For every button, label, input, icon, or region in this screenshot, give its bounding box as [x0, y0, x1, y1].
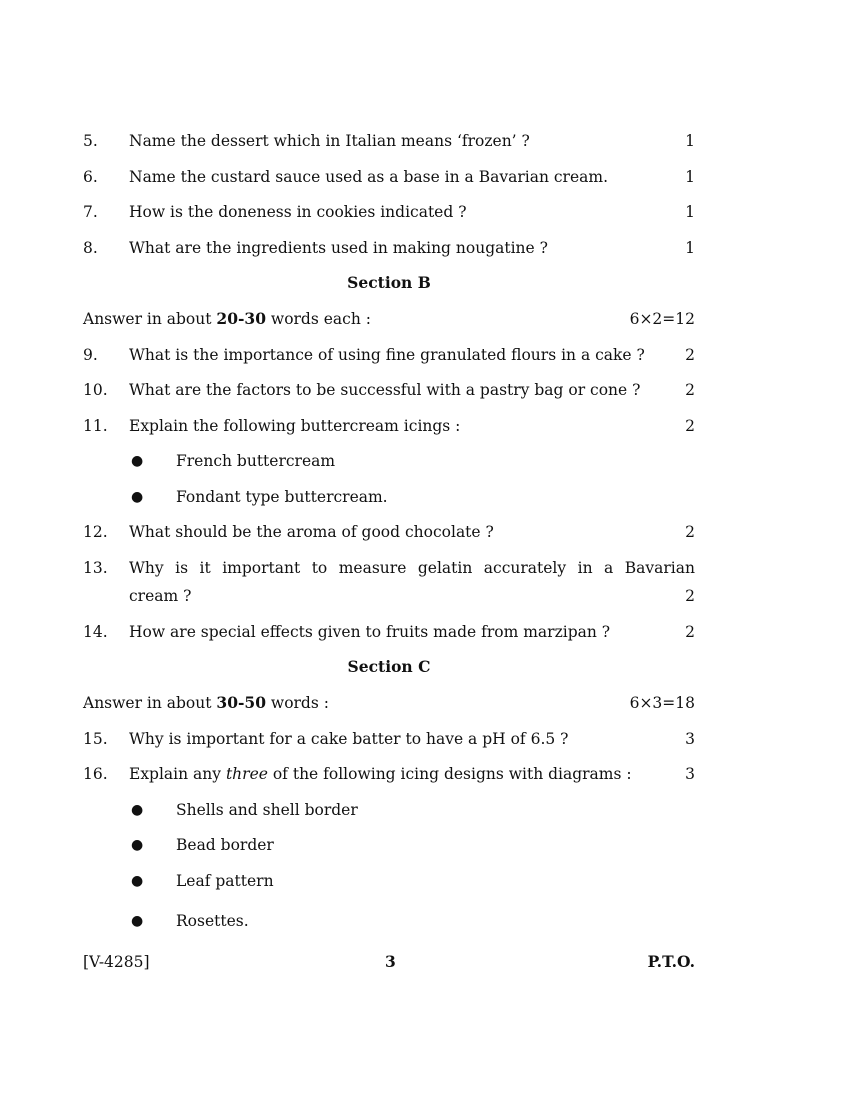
question-13-continued [83, 585, 695, 607]
question-text: Name the dessert which in Italian means ‘frozen’ ? [129, 132, 530, 150]
question-8 [83, 237, 695, 259]
question-marks: 1 [685, 132, 695, 150]
question-16 [83, 763, 695, 785]
question-number: 12. [83, 523, 108, 541]
page-number: 3 [385, 952, 396, 971]
pto-label: P.T.O. [647, 952, 695, 971]
question-12 [83, 521, 695, 543]
question-marks: 2 [685, 523, 695, 541]
question-marks: 2 [685, 417, 695, 435]
question-text-line-2: cream ? [129, 587, 192, 605]
bullet-text: Shells and shell border [176, 801, 358, 819]
question-text: Explain the following buttercream icings : [129, 417, 461, 435]
question-text: What are the factors to be successful with a pastry bag or cone ? [129, 381, 641, 399]
question-number: 9. [83, 346, 98, 364]
question-marks: 2 [685, 587, 695, 605]
question-text-line-1: Why is it important to measure gelatin accurately in a Bavarian [129, 559, 695, 577]
bullet-text: Rosettes. [176, 912, 249, 930]
bullet-item [83, 910, 695, 932]
section-b-instruction [83, 308, 695, 330]
question-number: 6. [83, 168, 98, 186]
question-6 [83, 166, 695, 188]
question-marks: 3 [685, 765, 695, 783]
question-marks: 2 [685, 346, 695, 364]
question-marks: 2 [685, 623, 695, 641]
instruction-text: Answer in about 30-50 words : [83, 693, 329, 712]
bullet-icon: ● [131, 913, 144, 929]
question-number: 13. [83, 559, 108, 577]
question-text: Why is important for a cake batter to have a pH of 6.5 ? [129, 730, 569, 748]
bullet-item [83, 799, 695, 821]
question-11 [83, 415, 695, 437]
section-marks-total: 6×2=12 [629, 310, 695, 328]
bullet-icon: ● [131, 873, 144, 889]
question-10 [83, 379, 695, 401]
question-marks: 1 [685, 239, 695, 257]
bullet-text: Bead border [176, 836, 274, 854]
page-footer [83, 951, 695, 973]
question-text: What is the importance of using fine granulated flours in a cake ? [129, 346, 645, 364]
question-number: 8. [83, 239, 98, 257]
question-number: 11. [83, 417, 108, 435]
question-marks: 1 [685, 203, 695, 221]
question-7 [83, 201, 695, 223]
question-15 [83, 728, 695, 750]
question-13 [83, 557, 695, 579]
question-number: 5. [83, 132, 98, 150]
bullet-text: French buttercream [176, 452, 336, 470]
bullet-icon: ● [131, 802, 144, 818]
question-number: 7. [83, 203, 98, 221]
question-marks: 1 [685, 168, 695, 186]
bullet-text: Leaf pattern [176, 872, 274, 890]
bullet-item [83, 450, 695, 472]
question-9 [83, 344, 695, 366]
bullet-item [83, 870, 695, 892]
bullet-item [83, 486, 695, 508]
bullet-icon: ● [131, 489, 144, 505]
question-text: Explain any three of the following icing designs with diagrams : [129, 765, 632, 783]
bullet-icon: ● [131, 453, 144, 469]
question-marks: 2 [685, 381, 695, 399]
question-5 [83, 130, 695, 152]
section-b-title: Section B [347, 273, 431, 292]
question-14 [83, 621, 695, 643]
question-number: 10. [83, 381, 108, 399]
bullet-item [83, 834, 695, 856]
section-c-instruction [83, 692, 695, 714]
question-text: What are the ingredients used in making nougatine ? [129, 239, 548, 257]
paper-code: [V-4285] [83, 953, 150, 971]
question-number: 16. [83, 765, 108, 783]
bullet-text: Fondant type buttercream. [176, 488, 388, 506]
question-marks: 3 [685, 730, 695, 748]
question-text: What should be the aroma of good chocolate ? [129, 523, 494, 541]
instruction-text: Answer in about 20-30 words each : [83, 309, 371, 328]
bullet-icon: ● [131, 837, 144, 853]
question-text: Name the custard sauce used as a base in a Bavarian cream. [129, 168, 608, 186]
question-number: 14. [83, 623, 108, 641]
question-text: How are special effects given to fruits made from marzipan ? [129, 623, 611, 641]
question-text: How is the doneness in cookies indicated ? [129, 203, 467, 221]
section-c-title: Section C [347, 657, 431, 676]
section-marks-total: 6×3=18 [629, 694, 695, 712]
question-number: 15. [83, 730, 108, 748]
